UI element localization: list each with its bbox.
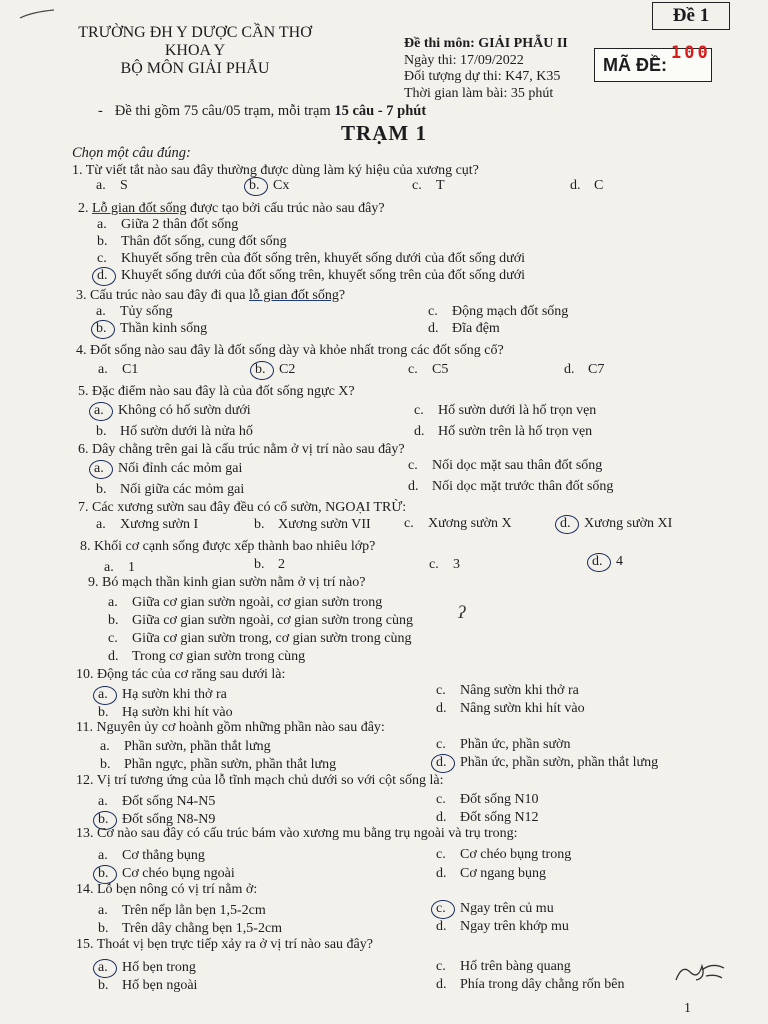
question-1: 1. Từ viết tắt nào sau đây thường được dùng làm ký hiệu của xương cụt?	[72, 163, 479, 178]
question-6-option-b: b. Nối giữa các mỏm gai	[96, 482, 245, 497]
question-1-option-d: d. C	[570, 178, 604, 193]
answer-circle-icon	[92, 267, 116, 286]
answer-circle-icon	[431, 900, 455, 919]
handwritten-mark: ʔ	[458, 602, 466, 622]
answer-circle-icon	[431, 754, 455, 773]
question-4-option-b: b. C2	[255, 362, 296, 377]
answer-circle-icon	[587, 553, 611, 572]
signature-icon	[672, 954, 728, 986]
question-8-option-b: b. 2	[254, 557, 285, 572]
answer-circle-icon	[244, 177, 268, 196]
question-15-option-c: c. Hố trên bàng quang	[436, 959, 571, 974]
answer-circle-icon	[93, 959, 117, 978]
question-13-option-b: b. Cơ chéo bụng ngoài	[98, 866, 235, 881]
question-6: 6. Dây chằng trên gai là cấu trúc nằm ở vị trí nào sau đây?	[78, 442, 405, 457]
question-2-option-c: c. Khuyết sống trên của đốt sống trên, khuyết sống dưới của đốt sống dưới	[97, 251, 526, 266]
question-3-option-b: b. Thần kinh sống	[96, 321, 208, 336]
department-name: BỘ MÔN GIẢI PHẪU	[120, 60, 270, 77]
question-10: 10. Động tác của cơ răng sau dưới là:	[76, 667, 286, 682]
question-12: 12. Vị trí tương ứng của lỗ tĩnh mạch chủ dưới so với cột sống là:	[76, 773, 444, 788]
pen-mark-icon	[18, 6, 58, 22]
exam-subject: Đề thi môn: GIẢI PHẪU II	[404, 36, 568, 51]
question-11-option-d: d. Phần ức, phần sườn, phần thắt lưng	[436, 755, 659, 770]
question-11: 11. Nguyên ủy cơ hoành gồm những phần nào sau đây:	[76, 720, 385, 735]
question-5: 5. Đặc điểm nào sau đây là của đốt sống ngực X?	[78, 384, 355, 399]
question-9-option-b: b. Giữa cơ gian sườn ngoài, cơ gian sườn trong cùng	[108, 613, 413, 628]
question-14-option-a: a. Trên nếp lằn bẹn 1,5-2cm	[98, 903, 266, 918]
question-5-option-d: d. Hố sườn trên là hố trọn vẹn	[414, 424, 593, 439]
question-15-option-d: d. Phía trong dây chằng rốn bên	[436, 977, 625, 992]
school-name: TRƯỜNG ĐH Y DƯỢC CẦN THƠ	[78, 24, 312, 41]
question-1-option-a: a. S	[96, 178, 128, 193]
question-7-option-c: c. Xương sườn X	[404, 516, 512, 531]
question-14-option-d: d. Ngay trên khớp mu	[436, 919, 569, 934]
question-4-option-a: a. C1	[98, 362, 139, 377]
question-11-option-a: a. Phần sườn, phần thắt lưng	[100, 739, 271, 754]
page-number: 1	[684, 1001, 691, 1016]
question-12-option-b: b. Đốt sống N8-N9	[98, 812, 216, 827]
question-12-option-c: c. Đốt sống N10	[436, 792, 539, 807]
question-13-option-a: a. Cơ thẳng bụng	[98, 848, 205, 863]
question-14-option-b: b. Trên dây chằng bẹn 1,5-2cm	[98, 921, 283, 936]
question-4-option-d: d. C7	[564, 362, 605, 377]
station-title: TRẠM 1	[341, 121, 427, 145]
question-6-option-c: c. Nối dọc mặt sau thân đốt sống	[408, 458, 603, 473]
exam-duration: Thời gian làm bài: 35 phút	[404, 85, 554, 101]
question-9-option-c: c. Giữa cơ gian sườn trong, cơ gian sườn trong cùng	[108, 631, 412, 646]
question-15-option-b: b. Hố bẹn ngoài	[98, 978, 198, 993]
question-1-option-b: b. Cx	[249, 178, 290, 193]
question-4: 4. Đốt sống nào sau đây là đốt sống dày và khỏe nhất trong các đốt sống cổ?	[76, 343, 504, 358]
exam-code-value: 100	[671, 43, 711, 63]
answer-circle-icon	[89, 402, 113, 421]
answer-circle-icon	[89, 460, 113, 479]
question-13: 13. Cơ nào sau đây có cấu trúc bám vào xương mu bằng trụ ngoài và trụ trong:	[76, 826, 518, 841]
question-8-option-d: d. 4	[592, 554, 623, 569]
question-5-option-a: a. Không có hố sườn dưới	[94, 403, 251, 418]
question-2-option-a: a. Giữa 2 thân đốt sống	[97, 217, 239, 232]
question-3-option-d: d. Đĩa đệm	[428, 321, 500, 336]
exam-target: Đối tượng dự thi: K47, K35	[404, 69, 561, 84]
question-10-option-c: c. Nâng sườn khi thở ra	[436, 683, 579, 698]
question-3: 3. Cấu trúc nào sau đây đi qua lỗ gian đốt sống?	[76, 288, 346, 303]
question-2-option-d: d. Khuyết sống dưới của đốt sống trên, khuyết sống trên của đốt sống dưới	[97, 268, 526, 283]
question-7-option-a: a. Xương sườn I	[96, 517, 199, 532]
question-12-option-a: a. Đốt sống N4-N5	[98, 794, 216, 809]
question-15-option-a: a. Hố bẹn trong	[98, 960, 196, 975]
question-3-option-c: c. Động mạch đốt sống	[428, 304, 569, 319]
question-2-option-b: b. Thân đốt sống, cung đốt sống	[97, 234, 287, 249]
question-13-option-c: c. Cơ chéo bụng trong	[436, 847, 572, 862]
question-10-option-d: d. Nâng sườn khi hít vào	[436, 701, 585, 716]
question-15: 15. Thoát vị bẹn trực tiếp xảy ra ở vị trí nào sau đây?	[76, 937, 373, 952]
exam-note: - Đề thi gồm 75 câu/05 trạm, mỗi trạm 15 câu - 7 phút	[98, 103, 427, 119]
question-13-option-d: d. Cơ ngang bụng	[436, 866, 546, 881]
question-5-option-b: b. Hố sườn dưới là nửa hố	[96, 424, 253, 439]
answer-circle-icon	[250, 361, 274, 380]
exam-code-box	[594, 43, 712, 82]
question-3-option-a: a. Tủy sống	[96, 304, 173, 319]
question-11-option-c: c. Phần ức, phần sườn	[436, 737, 571, 752]
question-9: 9. Bó mạch thần kinh gian sườn nằm ở vị trí nào?	[88, 575, 366, 590]
question-10-option-a: a. Hạ sườn khi thở ra	[98, 687, 227, 702]
answer-circle-icon	[555, 515, 579, 534]
question-8: 8. Khối cơ cạnh sống được xếp thành bao nhiêu lớp?	[80, 539, 376, 554]
faculty-name: KHOA Y	[164, 42, 226, 59]
question-9-option-a: a. Giữa cơ gian sườn ngoài, cơ gian sườn trong	[108, 595, 383, 610]
instruction: Chọn một câu đúng:	[72, 145, 191, 161]
school-block	[70, 24, 320, 78]
exam-date: Ngày thi: 17/09/2022	[404, 52, 524, 68]
question-7-option-d: d. Xương sườn XI	[560, 516, 673, 531]
question-4-option-c: c. C5	[408, 362, 449, 377]
question-9-option-d: d. Trong cơ gian sườn trong cùng	[108, 649, 306, 664]
question-14: 14. Lỗ bẹn nông có vị trí nằm ở:	[76, 882, 258, 897]
exam-code-label: MÃ ĐỀ:	[603, 54, 667, 75]
question-2: 2. Lỗ gian đốt sống được tạo bởi cấu trúc nào sau đây?	[78, 201, 385, 216]
question-12-option-d: d. Đốt sống N12	[436, 810, 539, 825]
question-5-option-c: c. Hố sườn dưới là hố trọn vẹn	[414, 403, 597, 418]
question-6-option-d: d. Nối dọc mặt trước thân đốt sống	[408, 479, 614, 494]
answer-circle-icon	[91, 320, 115, 339]
question-8-option-a: a. 1	[104, 560, 135, 575]
answer-circle-icon	[93, 686, 117, 705]
exam-version-box: Đề 1	[652, 2, 730, 30]
question-7-option-b: b. Xương sườn VII	[254, 517, 371, 532]
question-14-option-c: c. Ngay trên củ mu	[436, 901, 554, 916]
question-6-option-a: a. Nối đỉnh các mỏm gai	[94, 461, 243, 476]
question-1-option-c: c. T	[412, 178, 445, 193]
question-11-option-b: b. Phần ngực, phần sườn, phần thắt lưng	[100, 757, 337, 772]
question-10-option-b: b. Hạ sườn khi hít vào	[98, 705, 233, 720]
exam-info-block	[404, 36, 568, 102]
question-8-option-c: c. 3	[429, 557, 460, 572]
question-7: 7. Các xương sườn sau đây đều có cổ sườn, NGOẠI TRỪ:	[78, 500, 407, 515]
